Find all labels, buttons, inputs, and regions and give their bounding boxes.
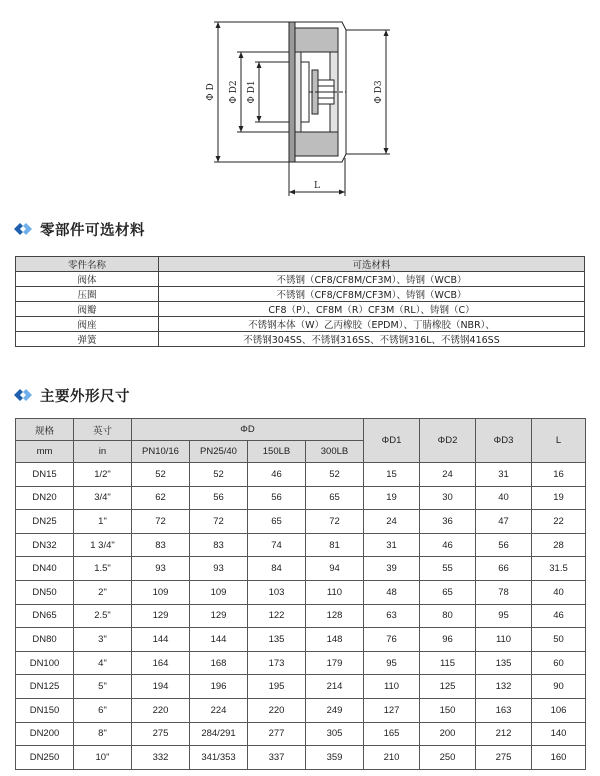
table-row bbox=[16, 302, 585, 317]
length-l: 28 bbox=[532, 533, 586, 557]
dn-size: DN20 bbox=[16, 486, 74, 510]
header-pn1016: PN10/16 bbox=[132, 441, 190, 463]
phi-d-pn1016: 52 bbox=[132, 463, 190, 487]
table-row bbox=[16, 272, 585, 287]
length-l: 46 bbox=[532, 604, 586, 628]
part-material: 不锈钢（CF8/CF8M/CF3M）、铸钢（WCB） bbox=[159, 287, 585, 302]
phi-d-pn1016: 194 bbox=[132, 675, 190, 699]
phi-d-pn2540: 93 bbox=[190, 557, 248, 581]
header-mm: mm bbox=[16, 441, 74, 463]
phi-d3: 78 bbox=[476, 580, 532, 604]
header-pn2540: PN25/40 bbox=[190, 441, 248, 463]
phi-d3: 275 bbox=[476, 746, 532, 770]
phi-d-300lb: 94 bbox=[306, 557, 364, 581]
phi-d-300lb: 359 bbox=[306, 746, 364, 770]
phi-d-300lb: 305 bbox=[306, 722, 364, 746]
valve-cross-section-drawing bbox=[0, 0, 600, 205]
phi-d3: 47 bbox=[476, 510, 532, 534]
phi-d-pn2540: 284/291 bbox=[190, 722, 248, 746]
dims-section-title: 主要外形尺寸 bbox=[14, 384, 130, 406]
table-row bbox=[16, 317, 585, 332]
phi-d-pn2540: 144 bbox=[190, 628, 248, 652]
phi-d-150lb: 122 bbox=[248, 604, 306, 628]
inch-size: 3" bbox=[74, 628, 132, 652]
phi-d3: 135 bbox=[476, 651, 532, 675]
phi-d-150lb: 195 bbox=[248, 675, 306, 699]
table-row bbox=[16, 510, 586, 534]
phi-d-pn2540: 224 bbox=[190, 698, 248, 722]
header-part-name: 零件名称 bbox=[16, 257, 159, 272]
header-phi-d2: ΦD2 bbox=[420, 419, 476, 463]
length-l: 22 bbox=[532, 510, 586, 534]
phi-d1: 210 bbox=[364, 746, 420, 770]
phi-d-pn1016: 332 bbox=[132, 746, 190, 770]
label-phi-d3: Φ D3 bbox=[374, 80, 384, 104]
table-row bbox=[16, 698, 586, 722]
part-name: 阀体 bbox=[16, 272, 159, 287]
length-l: 50 bbox=[532, 628, 586, 652]
phi-d-pn1016: 144 bbox=[132, 628, 190, 652]
diamond-bullet-icon bbox=[14, 223, 32, 235]
header-l: L bbox=[532, 419, 586, 463]
diamond-bullet-icon bbox=[14, 389, 32, 401]
inch-size: 8" bbox=[74, 722, 132, 746]
dn-size: DN32 bbox=[16, 533, 74, 557]
table-row bbox=[16, 675, 586, 699]
phi-d1: 110 bbox=[364, 675, 420, 699]
header-inch: 英寸 bbox=[74, 419, 132, 441]
phi-d2: 150 bbox=[420, 698, 476, 722]
phi-d1: 39 bbox=[364, 557, 420, 581]
table-row bbox=[16, 287, 585, 302]
part-name: 阀瓣 bbox=[16, 302, 159, 317]
table-row bbox=[16, 628, 586, 652]
header-phi-d3: ΦD3 bbox=[476, 419, 532, 463]
phi-d3: 95 bbox=[476, 604, 532, 628]
phi-d2: 250 bbox=[420, 746, 476, 770]
phi-d-pn1016: 129 bbox=[132, 604, 190, 628]
inch-size: 6" bbox=[74, 698, 132, 722]
dn-size: DN40 bbox=[16, 557, 74, 581]
phi-d1: 127 bbox=[364, 698, 420, 722]
length-l: 40 bbox=[532, 580, 586, 604]
length-l: 106 bbox=[532, 698, 586, 722]
table-row bbox=[16, 746, 586, 770]
phi-d2: 200 bbox=[420, 722, 476, 746]
phi-d1: 24 bbox=[364, 510, 420, 534]
inch-size: 1" bbox=[74, 510, 132, 534]
label-length: L bbox=[314, 181, 320, 191]
header-300lb: 300LB bbox=[306, 441, 364, 463]
phi-d2: 24 bbox=[420, 463, 476, 487]
phi-d-300lb: 179 bbox=[306, 651, 364, 675]
phi-d3: 110 bbox=[476, 628, 532, 652]
header-in: in bbox=[74, 441, 132, 463]
phi-d3: 31 bbox=[476, 463, 532, 487]
phi-d-pn1016: 83 bbox=[132, 533, 190, 557]
length-l: 31.5 bbox=[532, 557, 586, 581]
dn-size: DN65 bbox=[16, 604, 74, 628]
dimensions-table-body bbox=[16, 463, 586, 770]
phi-d-150lb: 277 bbox=[248, 722, 306, 746]
phi-d-300lb: 110 bbox=[306, 580, 364, 604]
phi-d1: 48 bbox=[364, 580, 420, 604]
phi-d-pn2540: 109 bbox=[190, 580, 248, 604]
part-name: 弹簧 bbox=[16, 332, 159, 347]
inch-size: 10" bbox=[74, 746, 132, 770]
table-row bbox=[16, 486, 586, 510]
phi-d-pn1016: 220 bbox=[132, 698, 190, 722]
phi-d3: 66 bbox=[476, 557, 532, 581]
parts-section-title: 零部件可选材料 bbox=[14, 218, 145, 240]
phi-d-300lb: 52 bbox=[306, 463, 364, 487]
header-phi-d: ΦD bbox=[132, 419, 364, 441]
phi-d-150lb: 56 bbox=[248, 486, 306, 510]
inch-size: 2" bbox=[74, 580, 132, 604]
phi-d-pn2540: 129 bbox=[190, 604, 248, 628]
label-phi-d2: Φ D2 bbox=[229, 80, 239, 104]
phi-d1: 165 bbox=[364, 722, 420, 746]
phi-d-pn2540: 341/353 bbox=[190, 746, 248, 770]
phi-d1: 19 bbox=[364, 486, 420, 510]
phi-d-150lb: 220 bbox=[248, 698, 306, 722]
phi-d-300lb: 148 bbox=[306, 628, 364, 652]
inch-size: 1.5" bbox=[74, 557, 132, 581]
phi-d-pn1016: 72 bbox=[132, 510, 190, 534]
phi-d2: 125 bbox=[420, 675, 476, 699]
phi-d-pn2540: 72 bbox=[190, 510, 248, 534]
header-spec: 规格 bbox=[16, 419, 74, 441]
phi-d-pn1016: 164 bbox=[132, 651, 190, 675]
phi-d-pn2540: 168 bbox=[190, 651, 248, 675]
header-material: 可选材料 bbox=[159, 257, 585, 272]
length-l: 60 bbox=[532, 651, 586, 675]
phi-d3: 40 bbox=[476, 486, 532, 510]
phi-d2: 46 bbox=[420, 533, 476, 557]
phi-d1: 15 bbox=[364, 463, 420, 487]
phi-d-150lb: 74 bbox=[248, 533, 306, 557]
length-l: 16 bbox=[532, 463, 586, 487]
phi-d2: 96 bbox=[420, 628, 476, 652]
parts-material-table bbox=[15, 256, 585, 347]
phi-d-300lb: 72 bbox=[306, 510, 364, 534]
part-material: 不锈钢（CF8/CF8M/CF3M）、铸钢（WCB） bbox=[159, 272, 585, 287]
phi-d1: 95 bbox=[364, 651, 420, 675]
dn-size: DN250 bbox=[16, 746, 74, 770]
phi-d-150lb: 135 bbox=[248, 628, 306, 652]
phi-d-150lb: 337 bbox=[248, 746, 306, 770]
phi-d-pn1016: 62 bbox=[132, 486, 190, 510]
table-row bbox=[16, 604, 586, 628]
phi-d-pn1016: 109 bbox=[132, 580, 190, 604]
phi-d1: 63 bbox=[364, 604, 420, 628]
inch-size: 1 3/4" bbox=[74, 533, 132, 557]
phi-d2: 30 bbox=[420, 486, 476, 510]
length-l: 160 bbox=[532, 746, 586, 770]
table-row bbox=[16, 651, 586, 675]
table-header-row bbox=[16, 419, 586, 441]
phi-d-pn2540: 196 bbox=[190, 675, 248, 699]
inch-size: 4" bbox=[74, 651, 132, 675]
phi-d3: 212 bbox=[476, 722, 532, 746]
dn-size: DN100 bbox=[16, 651, 74, 675]
phi-d3: 163 bbox=[476, 698, 532, 722]
label-phi-d: Φ D bbox=[206, 83, 216, 101]
part-name: 阀座 bbox=[16, 317, 159, 332]
label-phi-d1: Φ D1 bbox=[247, 80, 257, 104]
phi-d-300lb: 214 bbox=[306, 675, 364, 699]
table-row bbox=[16, 463, 586, 487]
phi-d1: 31 bbox=[364, 533, 420, 557]
part-material: CF8（P）、CF8M（R）CF3M（RL）、铸钢（C） bbox=[159, 302, 585, 317]
phi-d3: 132 bbox=[476, 675, 532, 699]
phi-d-150lb: 103 bbox=[248, 580, 306, 604]
phi-d-pn2540: 52 bbox=[190, 463, 248, 487]
dn-size: DN125 bbox=[16, 675, 74, 699]
header-phi-d1: ΦD1 bbox=[364, 419, 420, 463]
table-row bbox=[16, 557, 586, 581]
phi-d2: 55 bbox=[420, 557, 476, 581]
table-row bbox=[16, 722, 586, 746]
phi-d2: 36 bbox=[420, 510, 476, 534]
dn-size: DN15 bbox=[16, 463, 74, 487]
phi-d-300lb: 128 bbox=[306, 604, 364, 628]
phi-d3: 56 bbox=[476, 533, 532, 557]
dn-size: DN25 bbox=[16, 510, 74, 534]
dn-size: DN50 bbox=[16, 580, 74, 604]
part-material: 不锈钢本体（W）乙丙橡胶（EPDM）、丁腈橡胶（NBR）、 bbox=[159, 317, 585, 332]
table-row bbox=[16, 332, 585, 347]
phi-d2: 80 bbox=[420, 604, 476, 628]
part-name: 压圈 bbox=[16, 287, 159, 302]
phi-d-150lb: 65 bbox=[248, 510, 306, 534]
phi-d-300lb: 249 bbox=[306, 698, 364, 722]
phi-d-pn2540: 56 bbox=[190, 486, 248, 510]
phi-d-pn1016: 93 bbox=[132, 557, 190, 581]
phi-d-pn2540: 83 bbox=[190, 533, 248, 557]
inch-size: 5" bbox=[74, 675, 132, 699]
phi-d-150lb: 173 bbox=[248, 651, 306, 675]
phi-d-150lb: 46 bbox=[248, 463, 306, 487]
dn-size: DN80 bbox=[16, 628, 74, 652]
phi-d1: 76 bbox=[364, 628, 420, 652]
phi-d-300lb: 65 bbox=[306, 486, 364, 510]
phi-d2: 65 bbox=[420, 580, 476, 604]
part-material: 不锈钢304SS、不锈钢316SS、不锈钢316L、不锈钢416SS bbox=[159, 332, 585, 347]
length-l: 90 bbox=[532, 675, 586, 699]
inch-size: 2.5" bbox=[74, 604, 132, 628]
table-header-row bbox=[16, 257, 585, 272]
inch-size: 1/2" bbox=[74, 463, 132, 487]
phi-d2: 115 bbox=[420, 651, 476, 675]
table-row bbox=[16, 533, 586, 557]
table-row bbox=[16, 580, 586, 604]
length-l: 19 bbox=[532, 486, 586, 510]
phi-d-150lb: 84 bbox=[248, 557, 306, 581]
dn-size: DN150 bbox=[16, 698, 74, 722]
dimensions-table bbox=[15, 418, 586, 770]
dn-size: DN200 bbox=[16, 722, 74, 746]
inch-size: 3/4" bbox=[74, 486, 132, 510]
phi-d-300lb: 81 bbox=[306, 533, 364, 557]
header-150lb: 150LB bbox=[248, 441, 306, 463]
phi-d-pn1016: 275 bbox=[132, 722, 190, 746]
length-l: 140 bbox=[532, 722, 586, 746]
